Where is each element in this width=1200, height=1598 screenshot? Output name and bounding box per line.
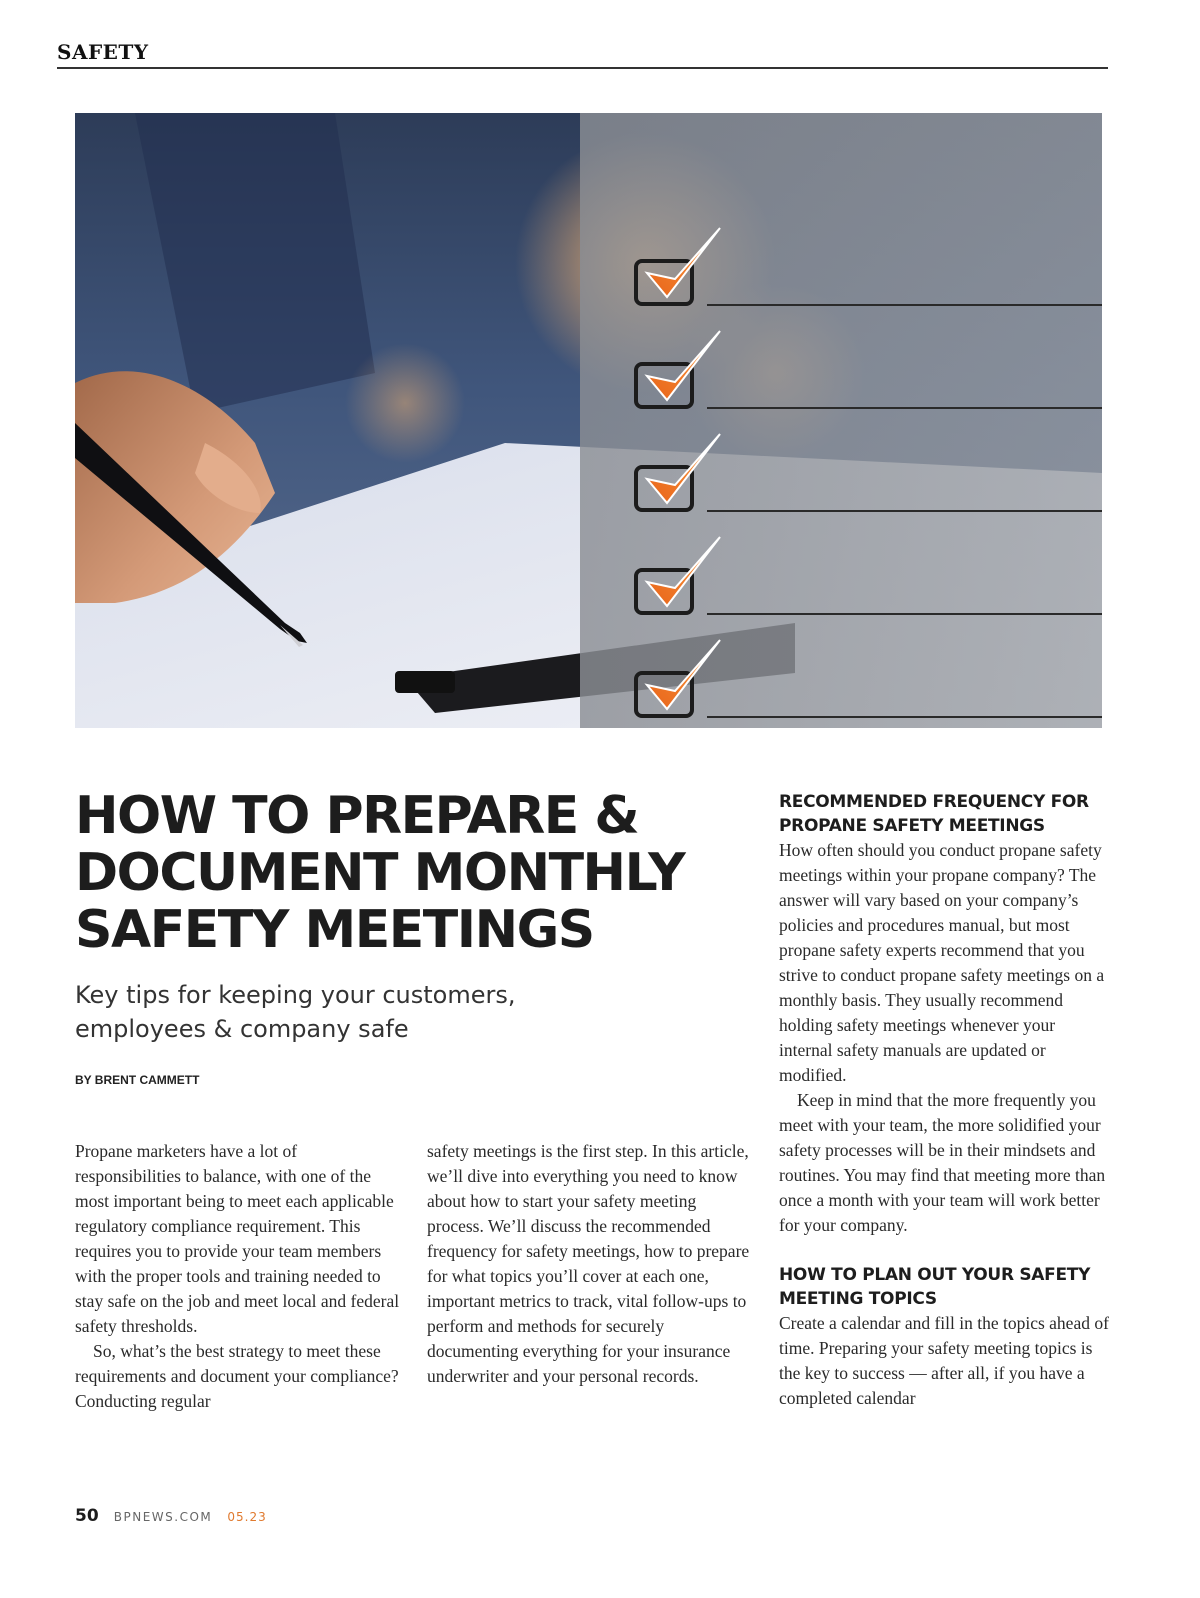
body-paragraph: Keep in mind that the more frequently you meet with your team, the more solidified your safety processes will be in their mindsets and routines. You may find that meeting more than once a month with your team will work better for your company. xyxy=(779,1090,1106,1235)
hero-image xyxy=(75,113,1102,728)
article-subtitle: Key tips for keeping your customers, employees & company safe xyxy=(75,981,516,1043)
site-name: BPNEWS.COM xyxy=(113,1510,213,1524)
body-paragraph: How often should you conduct propane safety meetings within your propane company? The answer will vary based on your company’s policies and procedures manual, but most propane safety experts recommend that you strive to conduct propane safety meetings on a monthly basis. They usually recommend holding safety meetings whenever your internal safety manuals are updated or modified. xyxy=(779,840,1105,1085)
body-column-3 xyxy=(779,790,1109,1411)
subheading-frequency: RECOMMENDED FREQUENCY FOR PROPANE SAFETY MEETINGS xyxy=(779,792,1089,836)
issue-date: 05.23 xyxy=(227,1510,267,1524)
page-footer xyxy=(75,1506,267,1526)
body-paragraph: So, what’s the best strategy to meet these requirements and document your compliance? Conducting regular xyxy=(75,1341,399,1411)
byline: BY BRENT CAMMETT xyxy=(75,1073,200,1087)
body-column-1 xyxy=(75,1139,405,1414)
body-paragraph: safety meetings is the first step. In this article, we’ll dive into everything you need to know about how to start your safety meeting process. We’ll discuss the recommended frequency for safety meetings, how to prepare for what topics you’ll cover at each one, important metrics to track, vital follow-ups to perform and methods for securely documenting everything for your insurance underwriter and your personal records. xyxy=(427,1141,750,1386)
header-rule xyxy=(57,67,1108,69)
section-label: SAFETY xyxy=(57,40,149,64)
article-title: HOW TO PREPARE & DOCUMENT MONTHLY SAFETY MEETINGS xyxy=(75,786,685,960)
body-paragraph: Create a calendar and fill in the topics ahead of time. Preparing your safety meeting topics is the key to success — after all, if you have a completed calendar xyxy=(779,1313,1109,1408)
body-column-2 xyxy=(427,1139,757,1389)
body-paragraph: Propane marketers have a lot of responsibilities to balance, with one of the most important being to meet each applicable regulatory compliance requirement. This requires you to provide your team members with the proper tools and training needed to stay safe on the job and meet local and federal safety thresholds. xyxy=(75,1141,400,1336)
page-number: 50 xyxy=(75,1506,99,1526)
subheading-topics: HOW TO PLAN OUT YOUR SAFETY MEETING TOPICS xyxy=(779,1265,1091,1309)
